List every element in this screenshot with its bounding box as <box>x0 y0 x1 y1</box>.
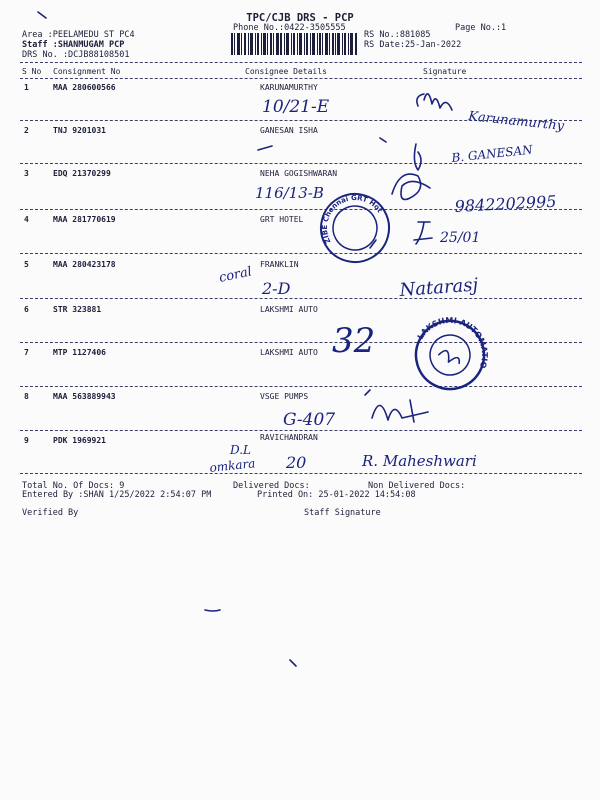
total-docs: Total No. Of Docs: 9 <box>22 481 125 491</box>
row-consignee: FRANKLIN <box>260 260 299 269</box>
row-consignee: KARUNAMURTHY <box>260 83 318 92</box>
stamp-text: ZIBE Chennai GRT Hotels <box>320 193 384 245</box>
row-sno: 2 <box>24 126 29 135</box>
grt-hotel-stamp <box>0 8 402 436</box>
stray-mark <box>290 660 296 666</box>
page-number: Page No.:1 <box>455 23 507 33</box>
col-consignee-header: Consignee Details <box>245 67 327 76</box>
signature-scribble <box>414 222 432 244</box>
handwritten-phone: 9842202995 <box>454 191 557 216</box>
row-sno: 1 <box>24 83 29 92</box>
delivered-docs: Delivered Docs: <box>233 481 310 491</box>
handwritten-address: G-407 <box>283 410 336 430</box>
row-consignment: PDK 1969921 <box>53 436 106 445</box>
row-consignee: LAKSHMI AUTO <box>260 305 318 314</box>
stray-mark <box>380 138 386 142</box>
handwritten-date: 25/01 <box>440 230 481 246</box>
stray-mark <box>38 12 46 18</box>
row-sno: 9 <box>24 436 29 445</box>
row-consignment: TNJ 9201031 <box>53 126 106 135</box>
area-label: Area :PEELAMEDU ST PC4 <box>22 30 135 40</box>
col-consignment-header: Consignment No <box>53 67 121 76</box>
row-consignee: NEHA GOGISHWARAN <box>260 169 338 178</box>
rs-number: RS No.:881085 <box>364 30 431 40</box>
col-sno-header: S No <box>22 67 42 76</box>
staff-label: Staff :SHANMUGAM PCP <box>22 40 125 50</box>
row-consignment: MTP 1127406 <box>53 348 106 357</box>
stamp-text: LAKSHMI AUTOMATION <box>415 315 490 370</box>
row-consignee: GRT HOTEL <box>260 215 304 224</box>
stray-mark <box>205 610 220 611</box>
handwritten-address: 116/13-B <box>255 184 324 202</box>
col-signature-header: Signature <box>423 67 467 76</box>
entered-by: Entered By :SHAN 1/25/2022 2:54:07 PM <box>22 490 212 500</box>
handwritten-mark: 32 <box>332 321 376 361</box>
row-consignment: EDQ 21370299 <box>53 169 111 178</box>
handwritten-note: D.L <box>230 443 251 457</box>
signature-scribble <box>424 94 452 110</box>
row-sno: 5 <box>24 260 29 269</box>
handwritten-signature: B. GANESAN <box>450 142 534 165</box>
row-consignee: VSGE PUMPS <box>260 392 309 401</box>
row-consignment: MAA 281770619 <box>53 215 116 224</box>
row-sno: 6 <box>24 305 29 314</box>
row-consignment: MAA 280600566 <box>53 83 116 92</box>
handwritten-signature: Karunamurthy <box>467 109 565 135</box>
row-sno: 8 <box>24 392 29 401</box>
stray-mark <box>258 146 272 150</box>
rs-date: RS Date:25-Jan-2022 <box>364 40 462 50</box>
handwritten-note: omkara <box>208 456 256 475</box>
row-sno: 3 <box>24 169 29 178</box>
stray-mark <box>365 390 370 395</box>
handwritten-number: 20 <box>286 453 307 472</box>
row-consignee: LAKSHMI AUTO <box>260 348 318 357</box>
signature-scribble <box>372 400 428 422</box>
drs-number: DRS No. :DCJB88108501 <box>22 50 130 60</box>
row-consignment: MAA 280423178 <box>53 260 116 269</box>
row-consignment: STR 323881 <box>53 305 102 314</box>
row-consignment: MAA 563889943 <box>53 392 116 401</box>
printed-on: Printed On: 25-01-2022 14:54:08 <box>257 490 416 500</box>
handwritten-address: 10/21-E <box>262 97 330 117</box>
signature-scribble <box>417 94 424 106</box>
document-title: TPC/CJB DRS - PCP <box>246 12 354 24</box>
handwritten-signature: R. Maheshwari <box>362 452 477 470</box>
signature-scribble <box>414 144 421 170</box>
verified-by: Verified By <box>22 508 79 518</box>
handwritten-address: 2-D <box>262 279 291 298</box>
stamp-signature <box>438 349 462 367</box>
row-sno: 7 <box>24 348 29 357</box>
svg-text:LAKSHMI AUTOMATION CBE-4 <box>50 0 600 373</box>
signature-scribble <box>392 174 430 199</box>
non-delivered-docs: Non Delivered Docs: <box>368 481 466 491</box>
staff-signature: Staff Signature <box>304 508 381 518</box>
handwritten-signature: Natarasj <box>398 274 479 301</box>
handwritten-note: coral <box>217 264 254 286</box>
row-sno: 4 <box>24 215 29 224</box>
row-consignee: GANESAN ISHA <box>260 126 318 135</box>
phone-number: Phone No.:0422-3505555 <box>233 23 346 33</box>
row-consignee: RAVICHANDRAN <box>260 433 318 442</box>
